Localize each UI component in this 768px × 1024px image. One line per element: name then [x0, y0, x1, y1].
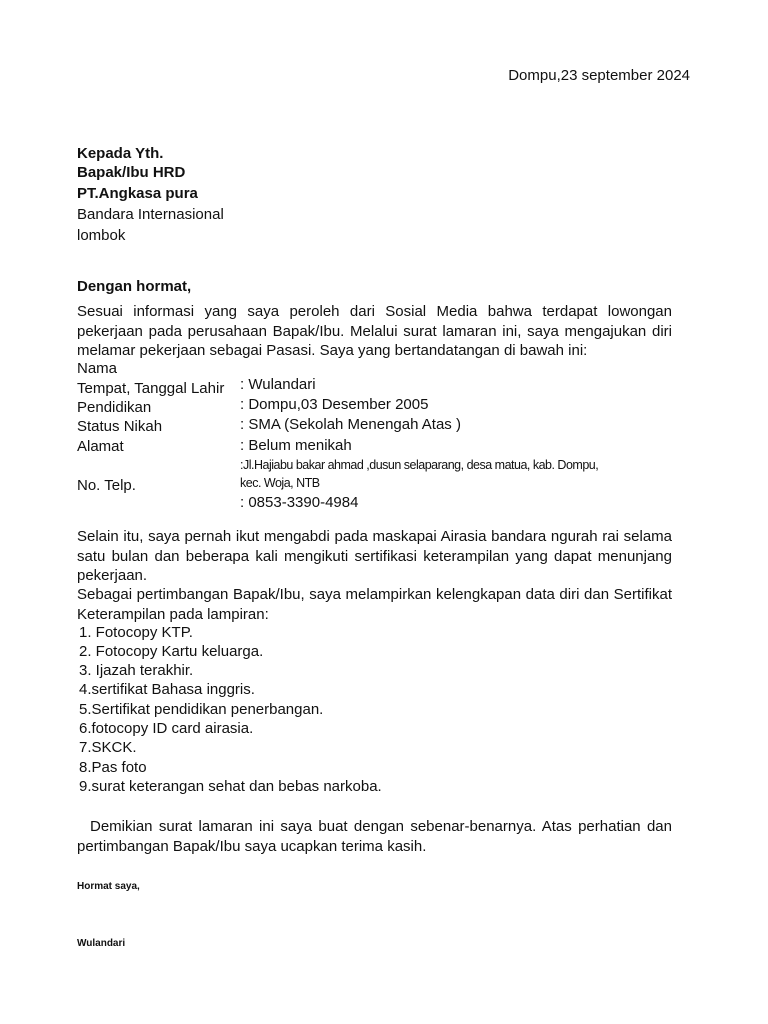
recipient-department: Bapak/Ibu HRD [77, 164, 186, 181]
attachment-item: 4.sertifikat Bahasa inggris. [79, 681, 255, 698]
attachment-item: 2. Fotocopy Kartu keluarga. [79, 643, 264, 660]
attachment-item: 7.SKCK. [79, 739, 137, 756]
attachment-item: 6.fotocopy ID card airasia. [79, 720, 254, 737]
field-value-5-continued: kec. Woja, NTB [240, 476, 320, 490]
letter-date: Dompu,23 september 2024 [508, 67, 690, 84]
salutation: Dengan hormat, [77, 278, 192, 295]
recipient-company: PT.Angkasa pura [77, 185, 198, 202]
attachment-item: 1. Fotocopy KTP. [79, 624, 193, 641]
field-value-5: :Jl.Hajiabu bakar ahmad ,dusun selaparang, desa matua, kab. Dompu, [240, 458, 599, 472]
field-label-birth: Tempat, Tanggal Lahir [77, 380, 225, 397]
field-label-phone: No. Telp. [77, 477, 136, 494]
attachment-item: 9.surat keterangan sehat dan bebas narkoba. [79, 778, 382, 795]
closing-paragraph: Demikian surat lamaran ini saya buat dengan sebenar-benarnya. Atas perhatian dan pertimbangan Bapak/Ibu saya ucapkan terima kasih. [77, 818, 672, 855]
field-value-4: : Belum menikah [240, 437, 352, 454]
field-label-address: Alamat [77, 438, 124, 455]
attachment-item: 8.Pas foto [79, 759, 147, 776]
recipient-address-line1: Bandara Internasional [77, 206, 224, 223]
intro-paragraph: Sesuai informasi yang saya peroleh dari Sosial Media bahwa terdapat lowongan pekerjaan pada perusahaan Bapak/Ibu. Melalui surat lamaran ini, saya mengajukan diri melamar pekerjaan sebagai Pasasi. Saya yang bertandatangan di bawah ini: [77, 303, 672, 359]
experience-paragraph: Selain itu, saya pernah ikut mengabdi pada maskapai Airasia bandara ngurah rai selama satu bulan dan beberapa kali mengikuti sertifikasi keterampilan yang dapat menunjang pekerjaan. [77, 528, 672, 584]
field-value-1: : Wulandari [240, 376, 316, 393]
signer-name: Wulandari [77, 938, 126, 949]
consideration-paragraph: Sebagai pertimbangan Bapak/Ibu, saya melampirkan kelengkapan data diri dan Sertifikat Keterampilan pada lampiran: [77, 586, 672, 623]
attachment-item: 5.Sertifikat pendidikan penerbangan. [79, 701, 324, 718]
attachment-item: 3. Ijazah terakhir. [79, 662, 194, 679]
field-value-2: : Dompu,03 Desember 2005 [240, 396, 429, 413]
field-label-name: Nama [77, 360, 118, 377]
recipient-address-line2: lombok [77, 227, 126, 244]
field-label-education: Pendidikan [77, 399, 152, 416]
recipient-greeting: Kepada Yth. [77, 145, 164, 162]
sign-off: Hormat saya, [77, 881, 140, 892]
field-value-6: : 0853-3390-4984 [240, 494, 359, 511]
field-value-3: : SMA (Sekolah Menengah Atas ) [240, 416, 461, 433]
field-label-marital-status: Status Nikah [77, 418, 163, 435]
